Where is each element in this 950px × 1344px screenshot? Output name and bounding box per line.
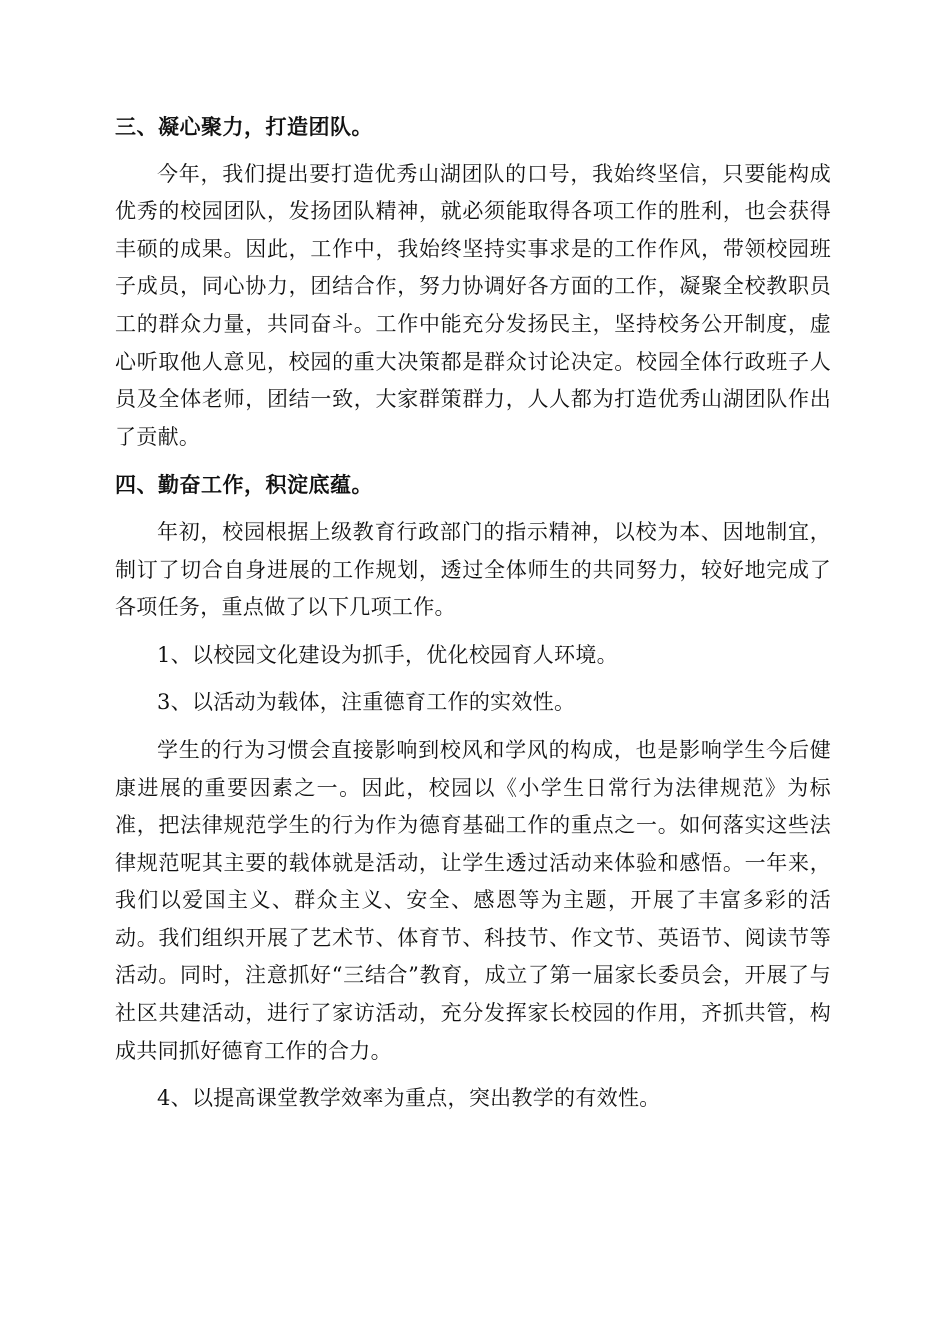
section-3-paragraph: 今年，我们提出要打造优秀山湖团队的口号，我始终坚信，只要能构成优秀的校园团队，发扬团队精神，就必须能取得各项工作的胜利，也会获得丰硕的成果。因此，工作中，我始终坚持实事求是的工作作风，带领校园班子成员，同心协力，团结合作，努力协调好各方面的工作，凝聚全校教职员工的群众力量，共同奋斗。工作中能充分发扬民主，坚持校务公开制度，虚心听取他人意见，校园的重大决策都是群众讨论决定。校园全体行政班子人员及全体老师，团结一致，大家群策群力，人人都为打造优秀山湖团队作出了贡献。 [115, 161, 831, 449]
section-4-paragraph: 年初，校园根据上级教育行政部门的指示精神，以校为本、因地制宜，制订了切合自身进展的工作规划，透过全体师生的共同努力，较好地完成了各项任务，重点做了以下几项工作。 [115, 519, 831, 620]
section-3-heading: 三、凝心聚力，打造团队。 [115, 114, 373, 139]
list-item-1: 1、以校园文化建设为抓手，优化校园育人环境。 [157, 642, 618, 667]
list-item-4: 4、以提高课堂教学效率为重点，突出教学的有效性。 [157, 1086, 661, 1111]
list-item-3: 3、以活动为载体，注重德育工作的实效性。 [157, 690, 576, 715]
document-body [115, 108, 831, 1128]
list-item-3-paragraph: 学生的行为习惯会直接影响到校风和学风的构成，也是影响学生今后健康进展的重要因素之一。因此，校园以《小学生日常行为法律规范》为标准，把法律规范学生的行为作为德育基础工作的重点之一。如何落实这些法律规范呢其主要的载体就是活动，让学生透过活动来体验和感悟。一年来，我们以爱国主义、群众主义、安全、感恩等为主题，开展了丰富多彩的活动。我们组织开展了艺术节、体育节、科技节、作文节、英语节、阅读节等活动。同时，注意抓好“三结合”教育，成立了第一届家长委员会，开展了与社区共建活动，进行了家访活动，充分发挥家长校园的作用，齐抓共管，构成共同抓好德育工作的合力。 [115, 737, 831, 1063]
section-4-heading: 四、勤奋工作，积淀底蕴。 [115, 472, 373, 498]
